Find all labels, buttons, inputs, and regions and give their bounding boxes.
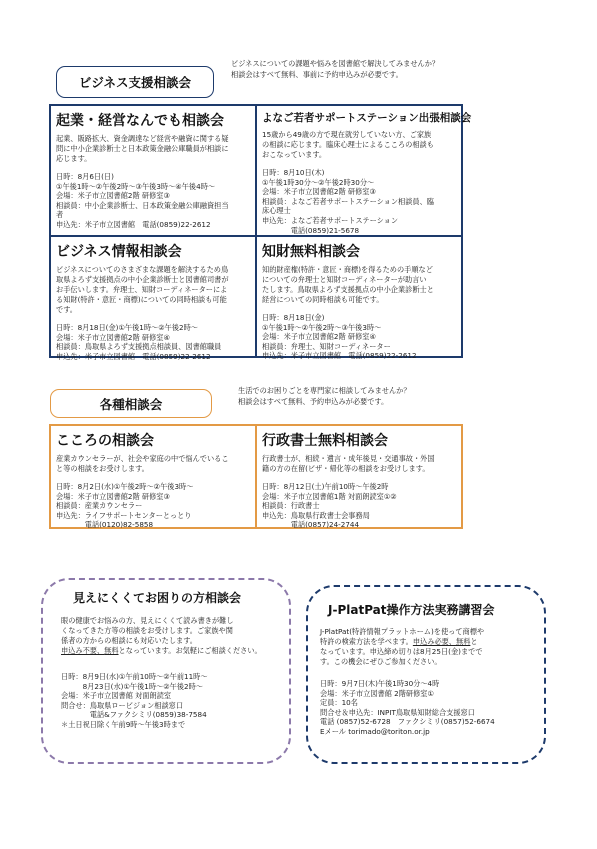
desc-line: 産業カウンセラーが、社会や家庭の中で悩んでいるこ — [56, 454, 229, 463]
free-notice-emphasis: 申込み不要、 — [61, 646, 105, 655]
consult-info — [56, 172, 250, 230]
info-line: 電話(0120)82-5858 — [56, 520, 154, 530]
desc-line: の相談に応じます。臨床心理士によるこころの相談も — [262, 140, 434, 149]
desc-line: す。この機会にぜひご参加ください。 — [320, 657, 442, 666]
info-line: ①午後1時〜②午後2時〜③午後3時〜 — [262, 322, 382, 332]
info-line: 申込先：米子市立図書館 電話(0859)22-2612 — [56, 351, 211, 361]
consult-title: こころの相談会 — [56, 433, 154, 449]
info-line: 相談員：行政書士 — [262, 501, 320, 511]
desc-line: 係者の方からの相談にも対応いたします。 — [61, 636, 197, 645]
various-intro-line-2: 相談会はすべて無料、予約申込みが必要です。 — [238, 397, 389, 406]
various-grid — [49, 424, 463, 529]
consult-card-ip — [257, 237, 461, 361]
info-line: 会場：米子市立図書館2階 研修室③ — [56, 191, 170, 201]
desc-line: 籍の方の在留(ビザ・帰化等の相談をお受けします。 — [262, 464, 430, 473]
desc-line: たします。鳥取県よろず支援拠点の中小企業診断士と — [262, 285, 434, 294]
info-line: Eメール torimado@toriton.or.jp — [320, 726, 430, 736]
info-line: 会場：米子市立図書館 2階研修室① — [320, 688, 434, 698]
info-line: 電話(0857)24-2744 — [262, 520, 360, 530]
desc-line: 眼の健康でお悩みの方、見えにくくて読み書きが難し — [61, 616, 234, 625]
info-line: 会場：米子市立図書館 対面朗読室 — [61, 691, 172, 701]
info-line: 相談員：弁理士、知財コーディネーター — [262, 341, 391, 351]
consult-description — [56, 454, 250, 474]
various-consult-tag-label: 各種相談会 — [99, 396, 163, 412]
vision-consult-card — [41, 578, 291, 764]
info-line: 申込先：米子市立図書館 電話(0859)22-2612 — [56, 219, 211, 229]
info-line: 日時：8月6日(日) — [56, 172, 114, 181]
desc-line: J-PlatPat(特許情報プラットホーム)を使って商標や — [320, 627, 485, 636]
business-grid — [49, 104, 472, 361]
info-line: 日時：9月7日(木)午後1時30分〜4時 — [320, 679, 440, 688]
consult-description — [56, 134, 250, 164]
info-line: 日時：8月18日(金) — [262, 313, 325, 322]
consult-title: 知財無料相談会 — [262, 244, 360, 260]
various-consult-tag — [50, 389, 212, 418]
consult-description — [262, 265, 456, 305]
consult-title: ビジネス情報相談会 — [56, 244, 182, 260]
info-line: 日時：8月2日(水)①午後2時〜②午後3時〜 — [56, 482, 194, 491]
desc-line-start: 特許の検索方法を学べます。 — [320, 637, 413, 646]
business-support-tag-label: ビジネス支援相談会 — [78, 75, 192, 90]
info-line: 問合せ＆申込先：INPIT鳥取県知財総合支援窓口 — [320, 707, 475, 717]
consult-card-business-info — [51, 237, 255, 361]
info-line: 電話&ファクシミリ(0859)38-7584 — [61, 710, 207, 720]
info-line: ①午後1時〜②午後2時〜③午後3時〜④午後4時〜 — [56, 181, 216, 191]
info-line: 相談員：中小企業診断士、日本政策金融公庫融資担当 — [56, 200, 229, 210]
desc-line: 経営についての同時相談も可能です。 — [262, 295, 384, 304]
desc-line: お手伝いします。弁理士、知財コーディネーターによ — [56, 285, 228, 294]
desc-line-mid: と — [470, 637, 478, 646]
consult-card-admin-scrivener — [257, 426, 461, 530]
desc-line: 知的財産権(特許・意匠・商標)を得るための手順など — [262, 265, 433, 274]
desc-line: 15歳から49歳の方で現在就労していない方、ご家族 — [262, 130, 432, 139]
consult-description — [262, 454, 456, 474]
desc-line: る知財(特許・意匠・商標)についての同時相談も可能 — [56, 295, 227, 304]
desc-line-end: となっています。お気軽にご相談ください。 — [118, 646, 262, 655]
info-line: 会場：米子市立図書館2階 研修室④ — [56, 332, 170, 342]
vision-consult-description — [61, 616, 283, 656]
consult-info — [56, 323, 250, 361]
desc-line — [320, 637, 540, 647]
business-intro-line-1: ビジネスについての課題や悩みを図書館で解決してみませんか？ — [231, 59, 440, 68]
info-line: 日時：8月18日(金)①午後1時〜②午後2時〜 — [56, 323, 198, 332]
business-intro — [231, 58, 439, 80]
desc-line: です。 — [56, 305, 77, 314]
consult-card-mental — [51, 426, 255, 530]
consult-title: 起業・経営なんでも相談会 — [56, 113, 224, 129]
desc-line: なっています。申込締め切りは8月25日(金)までで — [320, 647, 483, 656]
vision-consult-info — [61, 672, 208, 730]
desc-line: 問に中小企業診断士と日本政策金融公庫職員が相談に — [56, 144, 229, 153]
desc-line: くなってきた方等の相談をお受けします。ご家族や関 — [61, 626, 233, 635]
info-line: 日時：8月12日(土)午前10時〜午後2時 — [262, 482, 389, 491]
vision-consult-title: 見えにくくてお困りの方相談会 — [73, 591, 242, 605]
info-line: 申込先：ライフサポートセンターとっとり — [56, 510, 192, 520]
desc-line — [61, 646, 283, 656]
various-intro — [238, 385, 411, 407]
desc-line: 行政書士が、相続・遺言・成年後見・交通事故・外国 — [262, 454, 435, 463]
info-line: 会場：米子市立図書館2階 研修室③ — [262, 187, 376, 197]
info-line: 床心理士 — [262, 206, 291, 216]
consult-title: よなご若者サポートステーション出張相談会 — [262, 112, 472, 124]
info-line: 電話 (0857)52-6728 ファクシミリ(0857)52-6674 — [320, 717, 495, 727]
jplatpat-workshop-info — [320, 679, 495, 737]
info-line: 8月23日(水)①午後1時〜②午後2時〜 — [61, 681, 203, 691]
jplatpat-workshop-title: J-PlatPat操作方法実務講習会 — [328, 603, 495, 617]
info-line: ①午後1時30分〜②午後2時30分〜 — [262, 177, 375, 187]
desc-line: 起業、販路拡大、資金調達など経営や融資に関する疑 — [56, 134, 229, 143]
consult-card-youth-support — [257, 106, 472, 235]
jplatpat-workshop-description — [320, 627, 540, 667]
consult-description — [262, 130, 456, 160]
info-line: 申込先：米子市立図書館 電話(0859)22-2612 — [262, 351, 417, 361]
consult-title: 行政書士無料相談会 — [262, 433, 388, 449]
consult-info — [262, 482, 456, 530]
desc-line: ビジネスについてのさまざまな課題を解決するため鳥 — [56, 265, 229, 274]
business-intro-line-2: 相談会はすべて無料、事前に予約申込みが必要です。 — [231, 70, 403, 79]
info-line: 相談員：鳥取県よろず支援拠点相談員、図書館職員 — [56, 342, 222, 352]
free-notice-emphasis: 申込み必要、無料 — [412, 637, 471, 646]
consult-info — [56, 482, 250, 530]
desc-line: おこなっています。 — [262, 150, 327, 159]
desc-line: と等の相談をお受けします。 — [56, 464, 149, 473]
info-line: 申込先：よなご若者サポートステーション — [262, 215, 399, 225]
info-line: 日時：8月9日(水)①午前10時〜②午前11時〜 — [61, 672, 208, 681]
info-line: 日時：8月10日(木) — [262, 168, 325, 177]
info-line: 電話(0859)21-5678 — [262, 225, 360, 235]
info-line: 相談員：よなご若者サポートステーション相談員、臨 — [262, 196, 434, 206]
desc-line: 応じます。 — [56, 154, 92, 163]
info-line: 者 — [56, 210, 64, 220]
free-notice-emphasis: 無料 — [104, 646, 119, 655]
jplatpat-workshop-card — [306, 585, 546, 764]
info-line: 会場：米子市立図書館2階 研修室③ — [56, 491, 170, 501]
info-line: 会場：米子市立図書館2階 研修室④ — [262, 332, 376, 342]
business-support-tag — [56, 66, 214, 98]
consult-card-startup — [51, 106, 255, 235]
desc-line: 取県よろず支援拠点の中小企業診断士と図書館司書が — [56, 275, 229, 284]
consult-description — [56, 265, 250, 315]
info-line: 会場：米子市立図書館1階 対面朗読室①② — [262, 491, 397, 501]
info-line: 問合せ：鳥取県ロービジョン相談窓口 — [61, 700, 184, 710]
desc-line: についての弁理士と知財コーディネーターが助言い — [262, 275, 427, 284]
consult-info — [262, 313, 456, 361]
info-line: ＊土日祝日除く午前9時〜午後3時まで — [61, 719, 186, 729]
info-line: 相談員：産業カウンセラー — [56, 501, 143, 511]
info-line: 定員：10名 — [320, 698, 358, 708]
consult-info — [262, 168, 456, 235]
info-line: 申込先：鳥取県行政書士会事務局 — [262, 510, 370, 520]
various-intro-line-1: 生活でのお困りごとを専門家に相談してみませんか？ — [238, 386, 411, 395]
